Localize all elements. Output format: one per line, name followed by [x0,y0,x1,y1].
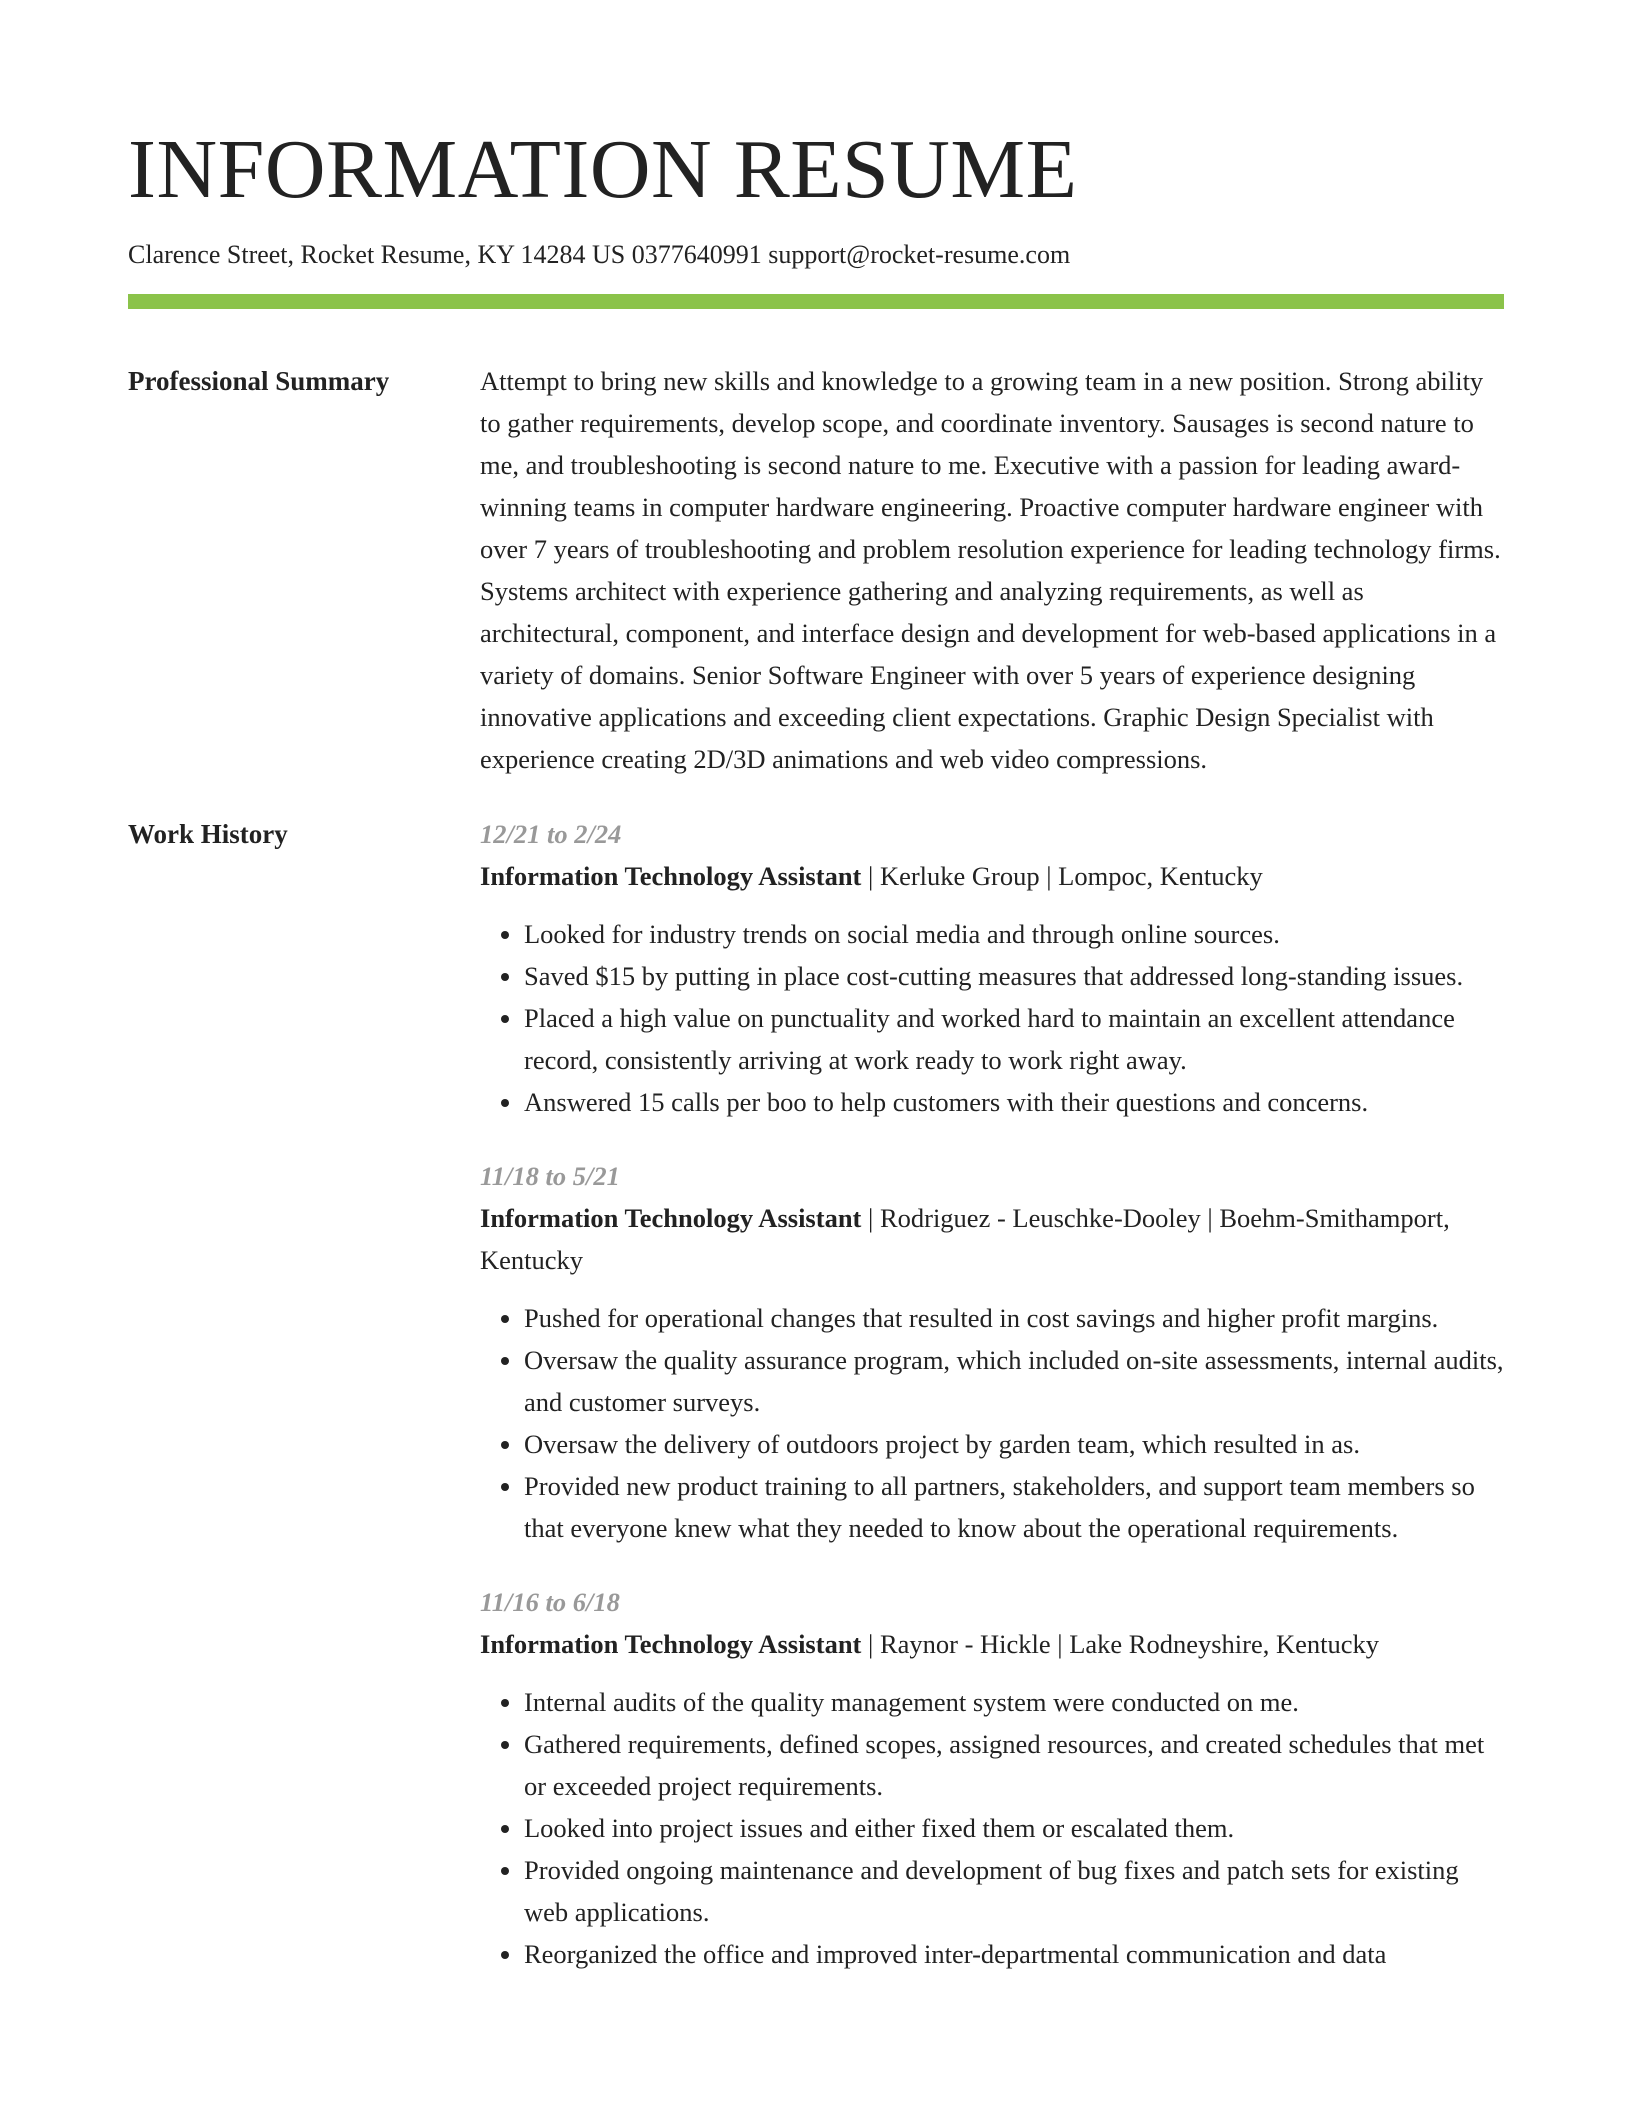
job-line [480,1197,1504,1281]
job-line [480,1623,1504,1665]
job-details: | Raynor - Hickle | Lake Rodneyshire, Kentucky [861,1629,1380,1659]
job-bullet: • Oversaw the delivery of outdoors project by garden team, which resulted in as. [524,1423,1504,1465]
job-entry [480,813,1504,1123]
job-entry [480,1581,1504,1975]
resume-name: INFORMATION RESUME [128,123,1078,216]
job-dates: 11/18 to 5/21 [480,1161,620,1191]
job-bullet: • Internal audits of the quality management system were conducted on me. [524,1681,1504,1723]
work-history-section [128,818,1504,1975]
job-bullet: • Provided new product training to all partners, stakeholders, and support team members so that everyone knew what they needed to know about the operational requirements. [524,1465,1504,1549]
job-entry [480,1155,1504,1549]
job-bullet: • Looked into project issues and either fixed them or escalated them. [524,1807,1504,1849]
contact-line: Clarence Street, Rocket Resume, KY 14284 US 0377640991 support@rocket-resume.com [128,240,1071,269]
job-dates: 11/16 to 6/18 [480,1587,620,1617]
job-bullet: • Oversaw the quality assurance program, which included on-site assessments, internal audits, and customer surveys. [524,1339,1504,1423]
job-details: | Kerluke Group | Lompoc, Kentucky [861,861,1263,891]
job-line [480,855,1504,897]
job-bullet: • Reorganized the office and improved inter-departmental communication and data [524,1933,1504,1975]
job-bullets [480,1297,1504,1549]
job-bullet: • Gathered requirements, defined scopes, assigned resources, and created schedules that met or exceeded project requirements. [524,1723,1504,1807]
job-bullet: • Placed a high value on punctuality and worked hard to maintain an excellent attendance record, consistently arriving at work ready to work right away. [524,997,1504,1081]
accent-divider [128,294,1504,309]
section-label: Work History [128,819,288,849]
job-bullet: • Provided ongoing maintenance and development of bug fixes and patch sets for existing web applications. [524,1849,1504,1933]
job-bullet: • Answered 15 calls per boo to help customers with their questions and concerns. [524,1081,1504,1123]
job-bullet: • Looked for industry trends on social media and through online sources. [524,913,1504,955]
job-bullets [480,913,1504,1123]
job-title: Information Technology Assistant [480,1629,862,1659]
section-body [480,360,1504,780]
section-body [480,813,1504,1975]
resume-page [128,0,1504,1975]
job-dates: 12/21 to 2/24 [480,819,622,849]
job-bullet: • Saved $15 by putting in place cost-cutting measures that addressed long-standing issues. [524,955,1504,997]
job-bullet: • Pushed for operational changes that resulted in cost savings and higher profit margins. [524,1297,1504,1339]
job-title: Information Technology Assistant [480,1203,862,1233]
section-label: Professional Summary [128,366,390,396]
job-details: | Rodriguez - Leuschke-Dooley | Boehm-Smithamport, Kentucky [480,1203,1450,1275]
summary-text: Attempt to bring new skills and knowledge to a growing team in a new position. Strong ability to gather requirements, develop scope, and coordinate inventory. Sausages is second nature to me, and troubleshooting is second nature to me. Executive with a passion for leading award-winning teams in computer hardware engineering. Proactive computer hardware engineer with over 7 years of troubleshooting and problem resolution experience for leading technology firms. Systems architect with experience gathering and analyzing requirements, as well as architectural, component, and interface design and development for web-based applications in a variety of domains. Senior Software Engineer with over 5 years of experience designing innovative applications and exceeding client expectations. Graphic Design Specialist with experience creating 2D/3D animations and web video compressions. [480,366,1501,774]
summary-section [128,365,1504,780]
job-bullets [480,1681,1504,1975]
job-title: Information Technology Assistant [480,861,862,891]
